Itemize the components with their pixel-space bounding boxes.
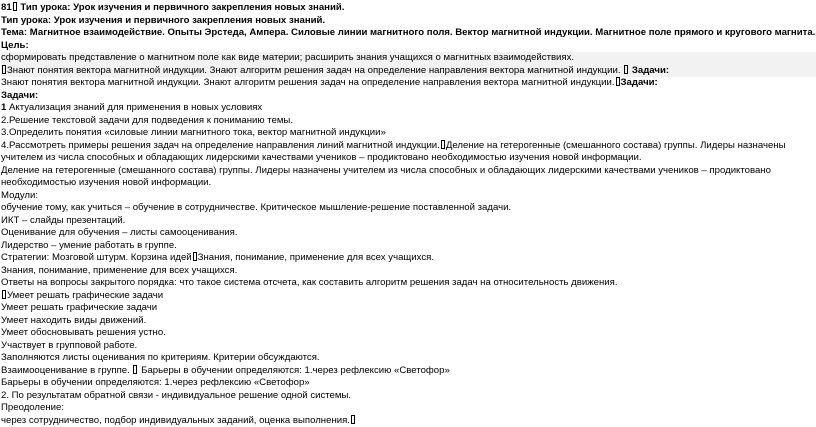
line-closed-questions: Ответы на вопросы закрытого порядка: что такое система отсчета, как составить алгоритм решения задач на относительность движения.	[1, 277, 816, 290]
line-peer-assessment: Взаимооценивание в группе. Барьеры в обучении определяются: 1.через рефлексию «Светофор»	[1, 365, 816, 378]
line-feedback: 2. По результатам обратной связи - индивидуальное решение одной системы.	[1, 390, 816, 403]
missing-glyph-icon	[2, 65, 6, 74]
line-lesson-type: Тип урока: Урок изучения и первичного закрепления новых знаний.	[1, 15, 816, 28]
line-overcoming-text: через сотрудничество, подбор индивидуальных заданий, оценка выполнения.	[1, 415, 816, 427]
line-task-1: 1 Актуализация знаний для применения в новых условиях	[1, 102, 816, 115]
line-motion-types: Умеет находить виды движений.	[1, 315, 816, 328]
missing-glyph-icon	[193, 252, 197, 261]
line-module-learning: обучение тому, как учиться – обучение в сотрудничестве. Критическое мышление-решение поставленной задачи.	[1, 202, 816, 215]
line-knows-2: Знают понятия вектора магнитной индукции. Знают алгоритм решения задач на определение направления вектора магнитной индукции. Задачи:	[1, 77, 816, 90]
line-assessment-sheets: Заполняются листы оценивания по критериям. Критерии обсуждаются.	[1, 352, 816, 365]
line-module-leadership: Лидерство – умение работать в группе.	[1, 240, 816, 253]
missing-glyph-icon	[624, 65, 628, 74]
missing-glyph-icon	[351, 415, 355, 424]
line-tasks-heading: Задачи:	[1, 90, 816, 103]
missing-glyph-icon	[13, 2, 17, 11]
line-barriers: Барьеры в обучении определяются: 1.через рефлексию «Светофор»	[1, 377, 816, 390]
line-grouping: Деление на гетерогенные (смешанного состава) группы. Лидеры назначены учителем из числа способных и обладающих лидерскими качествами учеников – продиктовано необходимостью изучения новой информации.	[1, 165, 816, 190]
line-modules-heading: Модули:	[1, 190, 816, 203]
missing-glyph-icon	[616, 77, 620, 86]
line-oral-justify: Умеет обосновывать решения устно.	[1, 327, 816, 340]
missing-glyph-icon	[441, 140, 445, 149]
line-lesson-topic: Тема: Магнитное взаимодействие. Опыты Эрстеда, Ампера. Силовые линии магнитного поля. Вектор магнитной индукции. Магнитное поле прямого и кругового магнита.	[1, 27, 816, 40]
missing-glyph-icon	[133, 365, 137, 374]
line-knowledge: Знания, понимание, применение для всех учащихся.	[1, 265, 816, 278]
line-knows-1: Знают понятия вектора магнитной индукции. Знают алгоритм решения задач на определение направления вектора магнитной индукции. Задачи:	[1, 65, 816, 78]
missing-glyph-icon	[2, 290, 6, 299]
line-graphic-tasks-2: Умеет решать графические задачи	[1, 302, 816, 315]
line-strategies: Стратегии: Мозговой штурм. Корзина идей Знания, понимание, применение для всех учащихся.	[1, 252, 816, 265]
line-task-2: 2.Решение текстовой задачи для подведения к пониманию темы.	[1, 115, 816, 128]
line-graphic-tasks-1: Умеет решать графические задачи	[1, 290, 816, 303]
line-goal-text: сформировать представление о магнитном поле как виде материи; расширить знания учащихся о магнитных взаимодействиях.	[1, 52, 816, 65]
line-goal-heading: Цель:	[1, 40, 816, 53]
line-group-work: Участвует в групповой работе.	[1, 340, 816, 353]
line-lesson-type-numbered: 81 Тип урока: Урок изучения и первичного закрепления новых знаний.	[1, 2, 816, 15]
line-overcoming-heading: Преодоление:	[1, 402, 816, 415]
line-module-ict: ИКТ – слайды презентаций.	[1, 215, 816, 228]
line-task-3: 3.Определить понятия «силовые линии магнитного тока, вектор магнитной индукции»	[1, 127, 816, 140]
line-task-4: 4.Рассмотреть примеры решения задач на определение направления линий магнитной индукции. Деление на гетерогенные (смешанного состава) группы. Лидеры назначены учителем из числа способных и обладающих лидерскими качествами учеников – продиктовано необходимостью изучения новой информации.	[1, 140, 816, 165]
line-module-assessment: Оценивание для обучения – листы самооценивания.	[1, 227, 816, 240]
